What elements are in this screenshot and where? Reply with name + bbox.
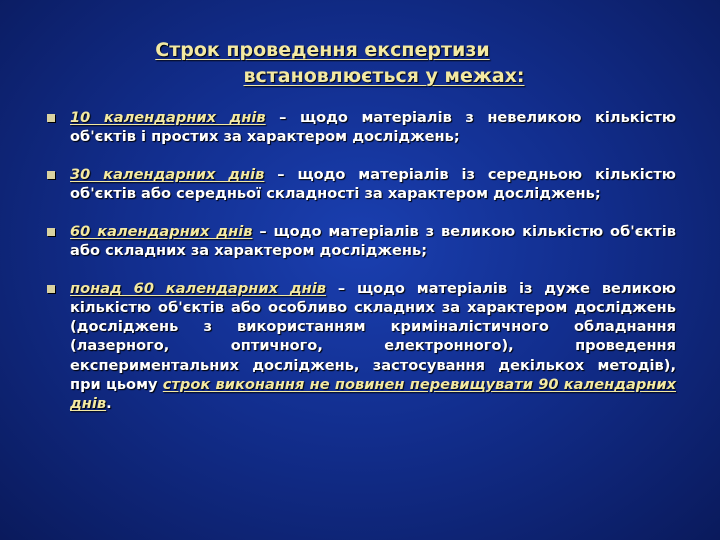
square-bullet-icon — [47, 114, 55, 122]
term-highlight: 60 календарних днів — [70, 222, 253, 240]
list-item — [46, 279, 676, 413]
term-highlight: 30 календарних днів — [70, 165, 265, 183]
list-item — [46, 165, 676, 203]
term-tail: . — [106, 394, 112, 412]
square-bullet-icon — [47, 228, 55, 236]
list-item — [46, 222, 676, 260]
term-description: – щодо матеріалів із середньою кількістю об'єктів або середньої складності за характером досліджень; — [70, 165, 676, 203]
term-list — [46, 108, 676, 432]
term-description: – щодо матеріалів з невеликою кількістю об'єктів і простих за характером досліджень; — [70, 109, 677, 146]
square-bullet-icon — [47, 285, 55, 293]
deadline-highlight: строк виконання не повинен перевищувати 90 календарних днів — [70, 375, 676, 412]
slide-title — [0, 37, 720, 89]
list-item — [46, 108, 676, 146]
term-highlight: 10 календарних днів — [70, 109, 266, 126]
title-line-2: встановлюється у межах: — [243, 65, 525, 87]
title-line-1: Строк проведення експертизи — [155, 39, 490, 61]
term-description: – щодо матеріалів із дуже великою кількістю об'єктів або особливо складних за характером досліджень (досліджень з використанням криміналістичного обладнання (лазерного, оптичного, електронного), проведення експериментальних досліджень, застосування декількох методів), при цьому — [70, 279, 676, 393]
term-highlight: понад 60 календарних днів — [70, 279, 326, 297]
term-description: – щодо матеріалів з великою кількістю об'єктів або складних за характером досліджень; — [70, 222, 676, 260]
square-bullet-icon — [47, 171, 55, 179]
